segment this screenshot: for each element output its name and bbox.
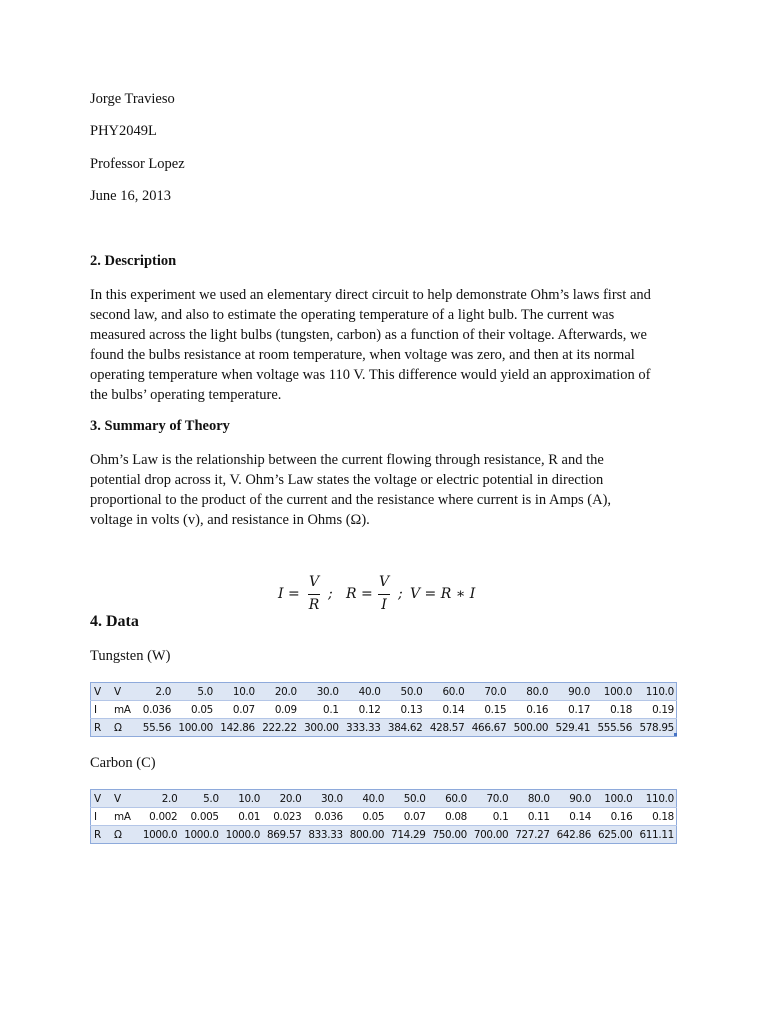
fraction-numerator: V <box>308 574 320 590</box>
fraction-bar <box>378 594 390 595</box>
value-cell: 30.0 <box>304 790 345 808</box>
value-cell: 0.15 <box>466 701 508 719</box>
value-cell: 0.19 <box>634 701 676 719</box>
unit-cell: V <box>112 790 138 808</box>
fraction-numerator: V <box>378 574 390 590</box>
value-cell: 833.33 <box>304 826 345 844</box>
equation-i-lhs: I = <box>278 586 300 602</box>
value-cell: 0.12 <box>341 701 383 719</box>
value-cell: 0.05 <box>345 808 386 826</box>
value-cell: 300.00 <box>299 719 341 737</box>
value-cell: 10.0 <box>215 683 257 701</box>
value-cell: 30.0 <box>299 683 341 701</box>
course-code: PHY2049L <box>90 123 157 139</box>
fraction-denominator: I <box>381 597 387 613</box>
ohms-law-equation <box>278 574 488 622</box>
equation-separator: ; <box>328 586 333 602</box>
description-line: operating temperature when voltage was 110 V. This difference would yield an approximation of <box>90 367 651 383</box>
row-label-cell: V <box>91 790 113 808</box>
table-row <box>91 683 677 701</box>
table-row <box>91 826 677 844</box>
value-cell: 529.41 <box>550 719 592 737</box>
value-cell: 60.0 <box>424 683 466 701</box>
value-cell: 5.0 <box>179 790 220 808</box>
unit-cell: V <box>112 683 138 701</box>
row-label-cell: R <box>91 719 113 737</box>
value-cell: 0.16 <box>593 808 634 826</box>
table-row <box>91 808 677 826</box>
value-cell: 40.0 <box>345 790 386 808</box>
value-cell: 642.86 <box>552 826 593 844</box>
theory-line: proportional to the product of the current and the resistance where current is in Amps (A), <box>90 492 612 508</box>
value-cell: 0.05 <box>173 701 215 719</box>
report-date: June 16, 2013 <box>90 188 171 204</box>
row-label-cell: V <box>91 683 113 701</box>
value-cell: 2.0 <box>138 790 179 808</box>
table-row <box>91 701 677 719</box>
tungsten-caption: Tungsten (W) <box>90 648 171 664</box>
value-cell: 90.0 <box>550 683 592 701</box>
value-cell: 0.13 <box>383 701 425 719</box>
value-cell: 5.0 <box>173 683 215 701</box>
value-cell: 1000.0 <box>179 826 220 844</box>
value-cell: 333.33 <box>341 719 383 737</box>
value-cell: 0.07 <box>215 701 257 719</box>
value-cell: 50.0 <box>386 790 427 808</box>
value-cell: 0.14 <box>552 808 593 826</box>
carbon-caption: Carbon (C) <box>90 755 156 771</box>
carbon-data-table <box>90 789 677 844</box>
value-cell: 70.0 <box>466 683 508 701</box>
value-cell: 20.0 <box>257 683 299 701</box>
value-cell: 0.18 <box>592 701 634 719</box>
theory-line: potential drop across it, V. Ohm’s Law states the voltage or electric potential in direction <box>90 472 604 488</box>
value-cell: 10.0 <box>221 790 262 808</box>
value-cell: 0.023 <box>262 808 303 826</box>
value-cell: 0.14 <box>424 701 466 719</box>
value-cell: 800.00 <box>345 826 386 844</box>
value-cell: 50.0 <box>383 683 425 701</box>
value-cell: 20.0 <box>262 790 303 808</box>
value-cell: 0.18 <box>635 808 677 826</box>
value-cell: 55.56 <box>138 719 173 737</box>
value-cell: 90.0 <box>552 790 593 808</box>
equation-r-lhs: R = <box>346 586 373 602</box>
data-heading: 4. Data <box>90 613 139 630</box>
value-cell: 110.0 <box>634 683 676 701</box>
value-cell: 0.002 <box>138 808 179 826</box>
author-name: Jorge Travieso <box>90 91 175 107</box>
professor-name: Professor Lopez <box>90 156 185 172</box>
unit-cell: Ω <box>112 719 138 737</box>
unit-cell: mA <box>112 701 138 719</box>
value-cell: 80.0 <box>508 683 550 701</box>
value-cell: 222.22 <box>257 719 299 737</box>
tungsten-data-table <box>90 682 677 737</box>
value-cell: 0.08 <box>428 808 469 826</box>
equation-v-product: V = R ∗ I <box>410 586 476 602</box>
value-cell: 0.11 <box>510 808 551 826</box>
value-cell: 60.0 <box>428 790 469 808</box>
value-cell: 0.036 <box>304 808 345 826</box>
value-cell: 428.57 <box>424 719 466 737</box>
value-cell: 611.11 <box>635 826 677 844</box>
value-cell: 0.1 <box>299 701 341 719</box>
equation-separator: ; <box>398 586 403 602</box>
description-line: measured across the light bulbs (tungsten, carbon) as a function of their voltage. Afterwards, we <box>90 327 647 343</box>
value-cell: 0.036 <box>138 701 173 719</box>
description-paragraph <box>90 285 680 405</box>
fraction-denominator: R <box>308 597 320 613</box>
value-cell: 0.01 <box>221 808 262 826</box>
value-cell: 750.00 <box>428 826 469 844</box>
theory-heading: 3. Summary of Theory <box>90 418 230 434</box>
value-cell: 100.0 <box>592 683 634 701</box>
value-cell: 0.17 <box>550 701 592 719</box>
description-line: second law, and also to estimate the operating temperature of a light bulb. The current was <box>90 307 615 323</box>
row-label-cell: I <box>91 808 113 826</box>
theory-paragraph <box>90 450 680 530</box>
value-cell: 100.0 <box>593 790 634 808</box>
value-cell: 0.07 <box>386 808 427 826</box>
value-cell: 2.0 <box>138 683 173 701</box>
value-cell: 1000.0 <box>138 826 179 844</box>
fraction-bar <box>308 594 320 595</box>
value-cell: 142.86 <box>215 719 257 737</box>
description-line: In this experiment we used an elementary direct circuit to help demonstrate Ohm’s laws first and <box>90 287 651 303</box>
theory-line: voltage in volts (v), and resistance in Ohms (Ω). <box>90 512 370 528</box>
description-heading: 2. Description <box>90 253 177 269</box>
value-cell: 714.29 <box>386 826 427 844</box>
value-cell: 384.62 <box>383 719 425 737</box>
value-cell: 0.16 <box>508 701 550 719</box>
value-cell: 578.95 <box>634 719 676 737</box>
value-cell: 0.09 <box>257 701 299 719</box>
value-cell: 0.1 <box>469 808 510 826</box>
description-line: found the bulbs resistance at room temperature, when voltage was zero, and then at its normal <box>90 347 635 363</box>
table-resize-handle[interactable] <box>674 733 677 736</box>
value-cell: 1000.0 <box>221 826 262 844</box>
unit-cell: Ω <box>112 826 138 844</box>
value-cell: 869.57 <box>262 826 303 844</box>
value-cell: 100.00 <box>173 719 215 737</box>
table-row <box>91 719 677 737</box>
value-cell: 625.00 <box>593 826 634 844</box>
value-cell: 0.005 <box>179 808 220 826</box>
value-cell: 700.00 <box>469 826 510 844</box>
value-cell: 70.0 <box>469 790 510 808</box>
value-cell: 727.27 <box>510 826 551 844</box>
value-cell: 500.00 <box>508 719 550 737</box>
theory-line: Ohm’s Law is the relationship between the current flowing through resistance, R and the <box>90 452 604 468</box>
value-cell: 555.56 <box>592 719 634 737</box>
value-cell: 110.0 <box>635 790 677 808</box>
value-cell: 40.0 <box>341 683 383 701</box>
row-label-cell: R <box>91 826 113 844</box>
value-cell: 466.67 <box>466 719 508 737</box>
row-label-cell: I <box>91 701 113 719</box>
table-row <box>91 790 677 808</box>
description-line: the bulbs’ operating temperature. <box>90 387 282 403</box>
value-cell: 80.0 <box>510 790 551 808</box>
unit-cell: mA <box>112 808 138 826</box>
